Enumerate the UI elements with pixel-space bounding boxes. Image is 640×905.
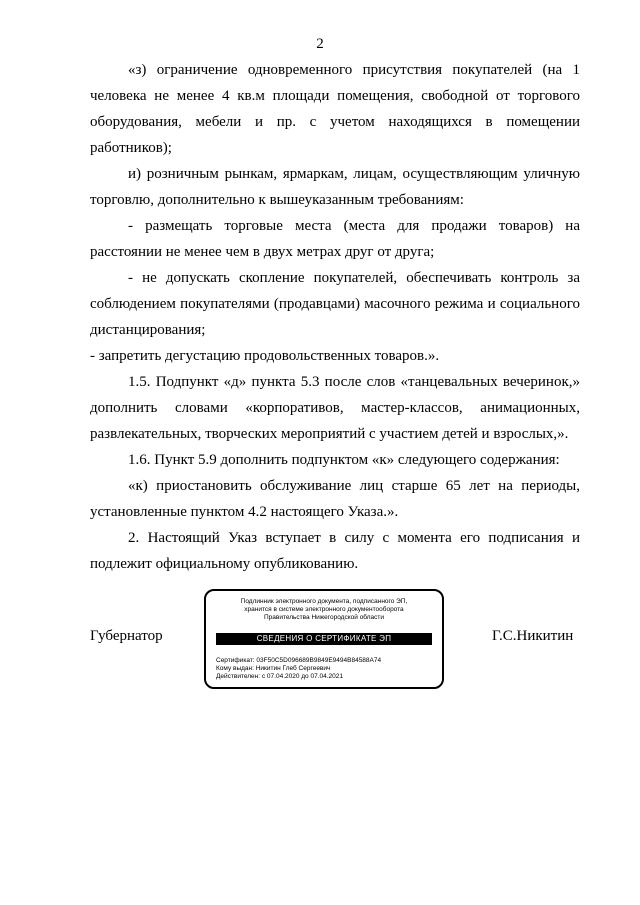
certificate-owner: Кому выдан: Никитин Глеб Сергеевич bbox=[216, 665, 331, 672]
paragraph-tasting-ban: - запретить дегустацию продовольственных товаров.». bbox=[90, 348, 440, 364]
paragraph-1-6: 1.6. Пункт 5.9 дополнить подпунктом «к» следующего содержания: bbox=[128, 452, 560, 468]
paragraph-k: «к) приостановить обслуживание лиц старше 65 лет на периоды, установленные пунктом 4.2 настоящего Указа.». bbox=[90, 478, 580, 520]
certificate-validity: Действителен: с 07.04.2020 до 07.04.2021 bbox=[216, 673, 344, 680]
paragraph-i: и) розничным рынкам, ярмаркам, лицам, осуществляющим уличную торговлю, дополнительно к вышеуказанным требованиям: bbox=[90, 166, 580, 208]
page-number: 2 bbox=[316, 36, 324, 52]
paragraph-no-crowding: - не допускать скопление покупателей, обеспечивать контроль за соблюдением покупателями (продавцами) масочного режима и социального дистанцирования; bbox=[90, 270, 580, 338]
paragraph-place-distance: - размещать торговые места (места для продажи товаров) на расстоянии не менее чем в двух метрах друг от друга; bbox=[90, 218, 580, 260]
stamp-details bbox=[216, 657, 381, 681]
paragraph-z: «з) ограничение одновременного присутствия покупателей (на 1 человека не менее 4 кв.м площади помещения, свободной от торгового оборудования, мебели и пр. с учетом находящихся в помещении работников); bbox=[90, 62, 580, 156]
paragraph-1-5: 1.5. Подпункт «д» пункта 5.3 после слов «танцевальных вечеринок,» дополнить словами «корпоративов, мастер-классов, анимационных, развлекательных, творческих мероприятий с участием детей и взрослых,». bbox=[90, 374, 580, 442]
stamp-header-line: хранится в системе электронного документооборота bbox=[244, 606, 404, 613]
signature-name: Г.С.Никитин bbox=[492, 628, 574, 644]
stamp-banner: СВЕДЕНИЯ О СЕРТИФИКАТЕ ЭП bbox=[216, 633, 432, 645]
certificate-number: Сертификат: 03F50C5D096689B9849E9494B84588A74 bbox=[216, 657, 382, 664]
stamp-header-line: Подлинник электронного документа, подписанного ЭП, bbox=[240, 598, 408, 605]
paragraph-2: 2. Настоящий Указ вступает в силу с момента его подписания и подлежит официальному опубликованию. bbox=[90, 530, 580, 572]
electronic-signature-stamp bbox=[204, 589, 444, 689]
signature-title: Губернатор bbox=[90, 628, 163, 644]
stamp-header-line: Правительства Нижегородской области bbox=[263, 614, 385, 621]
stamp-header bbox=[206, 598, 442, 622]
